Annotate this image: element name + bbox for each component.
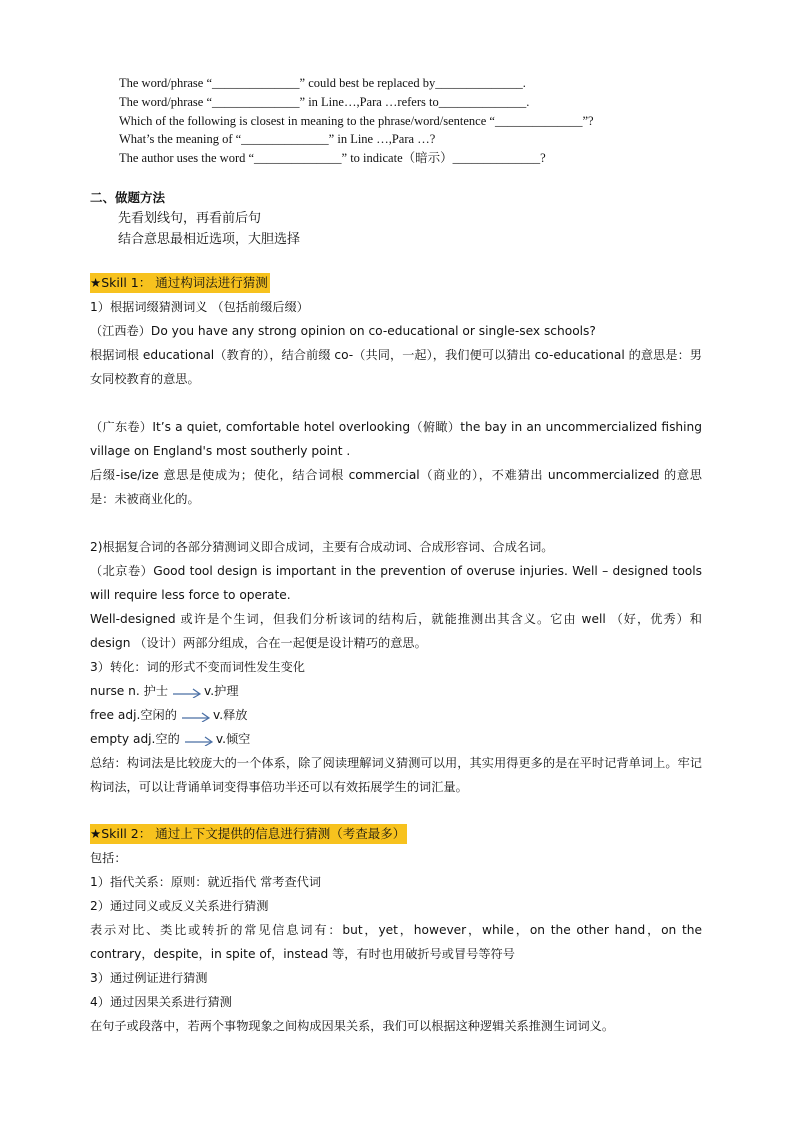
arrow-right-icon — [184, 732, 214, 746]
spacer — [90, 511, 702, 535]
question-template-1: The word/phrase “______________” could best be replaced by______________. — [119, 76, 526, 90]
skill1-sub2: 2)根据复合词的各部分猜测词义即合成词，主要有合成动词、合成形容词、合成名词。 — [90, 540, 554, 554]
spacer — [90, 391, 702, 415]
conversion-row-3 — [90, 727, 702, 751]
question-template-2: The word/phrase “______________” in Line…,Para …refers to______________. — [119, 94, 530, 109]
skill1-example3-answer: Well-designed 或许是个生词，但我们分析该词的结构后，就能推测出其含义。它由 well （好，优秀）和 design （设计）两部分组成，合在一起便是设计精巧的意思。 — [90, 612, 702, 650]
skill1-example3-question: （北京卷）Good tool design is important in the prevention of overuse injuries. Well – designed tools will require less force to operate. — [90, 564, 702, 602]
conversion-left: empty adj.空的 — [90, 732, 180, 746]
method-section — [90, 187, 730, 250]
method-item-2: 结合意思最相近选项，大胆选择 — [118, 232, 301, 247]
skill1-heading: ★Skill 1： 通过构词法进行猜测 — [90, 273, 270, 293]
arrow-right-icon — [172, 684, 202, 698]
conversion-left: free adj.空闲的 — [90, 708, 177, 722]
skill2-item2: 2）通过同义或反义关系进行猜测 — [90, 899, 269, 913]
arrow-right-icon — [181, 708, 211, 722]
conversion-right: v.倾空 — [215, 732, 251, 746]
skill2-item4: 4）通过因果关系进行猜测 — [90, 995, 232, 1009]
question-templates — [119, 74, 719, 168]
skill2-item2-desc: 表示对比、类比或转折的常见信息词有：but，yet，however，while，on the other hand，on the contrary，despite，in spite of，instead 等，有时也用破折号或冒号等符号 — [90, 923, 702, 961]
skill2-heading: ★Skill 2： 通过上下文提供的信息进行猜测（考查最多） — [90, 824, 407, 844]
method-item-1: 先看划线句，再看前后句 — [118, 211, 262, 226]
conversion-left: nurse n. 护士 — [90, 684, 169, 698]
skill1-section — [90, 271, 702, 799]
skill2-item3: 3）通过例证进行猜测 — [90, 971, 208, 985]
question-template-5: The author uses the word “______________” to indicate（暗示）______________? — [119, 151, 546, 166]
conversion-row-2 — [90, 703, 702, 727]
skill1-example1-answer: 根据词根 educational（教育的），结合前缀 co-（共同，一起），我们便可以猜出 co-educational 的意思是：男女同校教育的意思。 — [90, 348, 702, 386]
skill1-sub1: 1）根据词缀猜测词义 （包括前缀后缀） — [90, 300, 309, 314]
skill2-item1: 1）指代关系：原则：就近指代 常考查代词 — [90, 875, 322, 889]
skill1-example2-question: （广东卷）It’s a quiet, comfortable hotel overlooking（俯瞰）the bay in an uncommercialized fishing village on England's most southerly point . — [90, 420, 702, 458]
skill1-example2-answer: 后缀-ise/ize 意思是使成为；使化，结合词根 commercial（商业的），不难猜出 uncommercialized 的意思是：未被商业化的。 — [90, 468, 702, 506]
skill1-summary: 总结：构词法是比较庞大的一个体系，除了阅读理解词义猜测可以用，其实用得更多的是在平时记背单词上。牢记构词法，可以让背诵单词变得事倍功半还可以有效拓展学生的词汇量。 — [90, 756, 702, 794]
conversion-right: v.释放 — [212, 708, 248, 722]
skill2-section — [90, 822, 702, 1038]
conversion-right: v.护理 — [204, 684, 239, 698]
conversion-row-1 — [90, 679, 702, 703]
skill1-sub3: 3）转化：词的形式不变而词性发生变化 — [90, 660, 305, 674]
skill2-include: 包括： — [90, 851, 127, 865]
question-template-4: What’s the meaning of “______________” in Line …,Para …? — [119, 132, 436, 147]
method-title: 二、做题方法 — [90, 190, 166, 205]
question-template-3: Which of the following is closest in meaning to the phrase/word/sentence “______________”? — [119, 113, 594, 128]
skill1-example1-question: （江西卷）Do you have any strong opinion on co-educational or single-sex schools? — [90, 324, 596, 338]
skill2-item4-desc: 在句子或段落中，若两个事物现象之间构成因果关系，我们可以根据这种逻辑关系推测生词词义。 — [90, 1019, 615, 1033]
